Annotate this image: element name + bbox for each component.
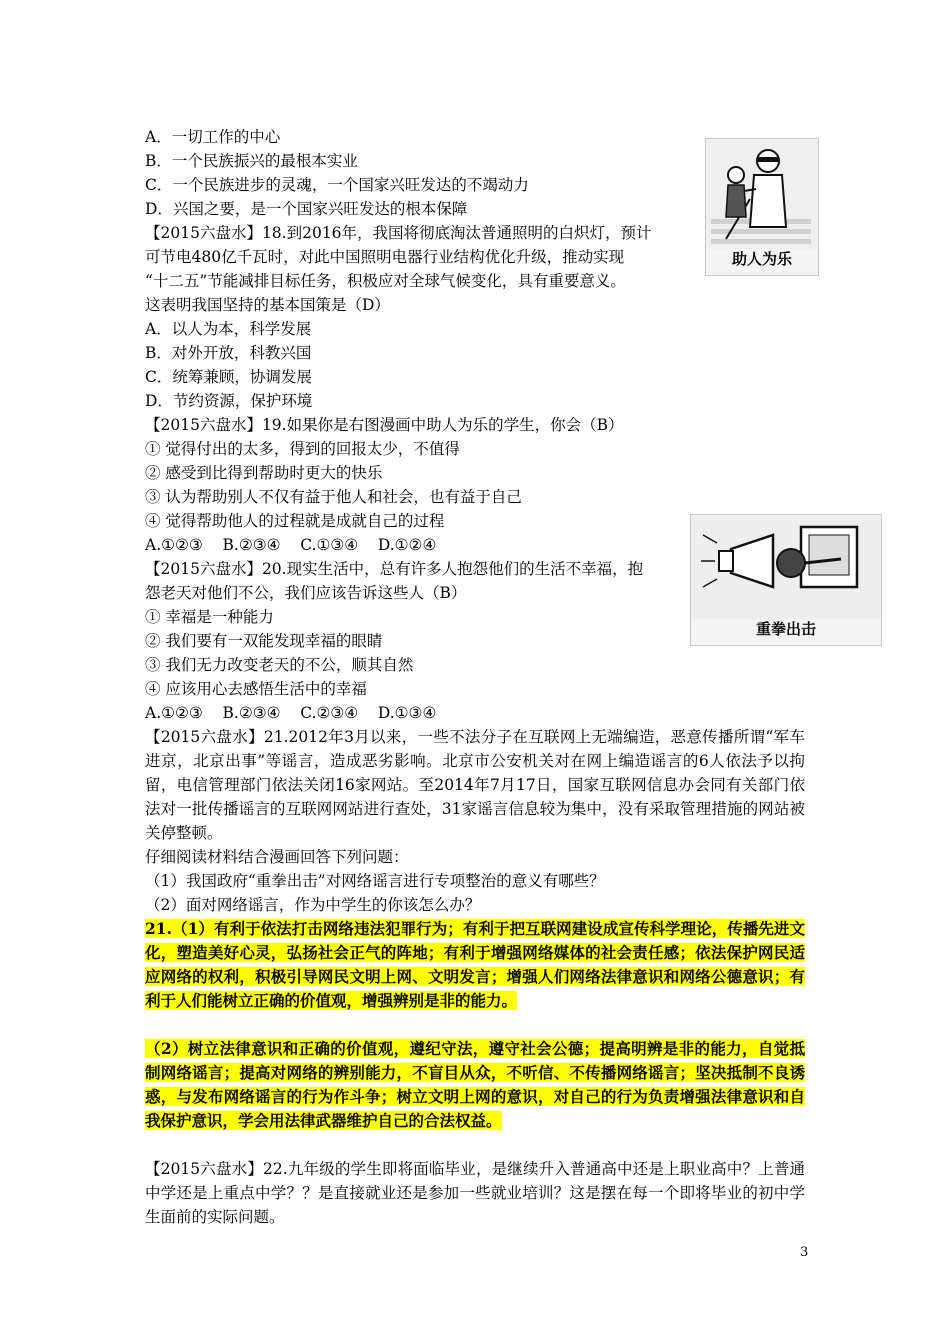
q21-material: 【2015六盘水】21.2012年3月以来，一些不法分子在互联网上无端编造，恶意传播所谓“军车进京，北京出事”等谣言，造成恶劣影响。北京市公安机关对在网上编造谣言的6人依法予以拘留，电信管理部门依法关闭16家网站。至2014年7月17日，国家互联网信息办会同有关部门依法对一批传播谣言的互联网网站进行查处，31家谣言信息较为集中，没有采取管理措施的网站被关停整顿。 bbox=[145, 728, 805, 842]
q20-choices: A.①②③ B.②③④ C.②③④ D.①③④ bbox=[145, 704, 437, 722]
q18-stem-line2: 可节电480亿千瓦时，对此中国照明电器行业结构优化升级，推动实现 bbox=[145, 248, 625, 266]
q22-stem: 【2015六盘水】22.九年级的学生即将面临毕业，是继续升入普通高中还是上职业高中？上普通中学还是上重点中学？？是直接就业还是参加一些就业培训？这是摆在每一个即将毕业的初中学生面前的实际问题。 bbox=[145, 1160, 805, 1226]
q17-option-d: D．兴国之要，是一个国家兴旺发达的根本保障 bbox=[145, 200, 468, 218]
q19-item-4: ④ 觉得帮助他人的过程就是成就自己的过程 bbox=[145, 512, 445, 530]
q20-stem-line1: 【2015六盘水】20.现实生活中，总有许多人抱怨他们的生活不幸福，抱 bbox=[145, 560, 644, 578]
q21-answer-2 bbox=[145, 1037, 805, 1133]
q20-item-4: ④ 应该用心去感悟生活中的幸福 bbox=[145, 680, 367, 698]
q17-option-c: C．一个民族进步的灵魂，一个国家兴旺发达的不竭动力 bbox=[145, 176, 529, 194]
q18-option-b: B．对外开放，科教兴国 bbox=[145, 344, 312, 362]
q19-stem: 【2015六盘水】19.如果你是右图漫画中助人为乐的学生，你会（B） bbox=[145, 416, 624, 434]
page-number: 3 bbox=[800, 1245, 809, 1260]
q17-option-a: A．一切工作的中心 bbox=[145, 128, 281, 146]
q18-stem-line1: 【2015六盘水】18.到2016年，我国将彻底淘汰普通照明的白炽灯，预计 bbox=[145, 224, 652, 242]
q19-item-1: ① 觉得付出的太多，得到的回报太少，不值得 bbox=[145, 440, 460, 458]
q19-choices: A.①②③ B.②③④ C.①③④ D.①②④ bbox=[145, 536, 437, 554]
q18-stem-line4: 这表明我国坚持的基本国策是（D） bbox=[145, 296, 390, 314]
helping-cartoon-caption: 助人为乐 bbox=[731, 250, 792, 268]
q18-option-c: C．统筹兼顾，协调发展 bbox=[145, 368, 312, 386]
q21-prompt: 仔细阅读材料结合漫画回答下列问题： bbox=[145, 848, 409, 866]
q19-item-3: ③ 认为帮助别人不仅有益于他人和社会，也有益于自己 bbox=[145, 488, 522, 506]
q19-item-2: ② 感受到比得到帮助时更大的快乐 bbox=[145, 464, 383, 482]
punch-cartoon-figure bbox=[690, 514, 882, 646]
q21-question-2: （2）面对网络谣言，作为中学生的你该怎么办？ bbox=[145, 896, 481, 914]
q20-item-2: ② 我们要有一双能发现幸福的眼睛 bbox=[145, 632, 383, 650]
q18-option-a: A．以人为本，科学发展 bbox=[145, 320, 312, 338]
q20-stem-line2: 怨老天对他们不公，我们应该告诉这些人（B） bbox=[145, 584, 467, 602]
q18-option-d: D．节约资源，保护环境 bbox=[145, 392, 313, 410]
helping-cartoon-figure bbox=[705, 138, 819, 276]
q21-answer-1 bbox=[145, 917, 805, 1013]
punch-cartoon-caption: 重拳出击 bbox=[755, 620, 816, 638]
helping-cartoon-image bbox=[706, 139, 818, 249]
q17-option-b: B．一个民族振兴的最根本实业 bbox=[145, 152, 358, 170]
q18-stem-line3: “十二五”节能减排目标任务，积极应对全球气候变化，具有重要意义。 bbox=[145, 272, 626, 290]
punch-cartoon-image bbox=[691, 515, 881, 619]
answer-highlight: 21.（1）有利于依法打击网络违法犯罪行为；有利于把互联网建设成宣传科学理论，传播先进文化，塑造美好心灵，弘扬社会正气的阵地；有利于增强网络媒体的社会责任感；依法保护网民适应网络的权利，积极引导网民文明上网、文明发言；增强人们网络法律意识和网络公德意识；有利于人们能树立正确的价值观，增强辨别是非的能力。 bbox=[145, 919, 805, 1010]
q20-item-1: ① 幸福是一种能力 bbox=[145, 608, 274, 626]
answer-highlight: （2）树立法律意识和正确的价值观，遵纪守法，遵守社会公德；提高明辨是非的能力，自觉抵制网络谣言；提高对网络的辨别能力，不盲目从众，不听信、不传播网络谣言；坚决抵制不良诱惑，与发布网络谣言的行为作斗争；树立文明上网的意识，对自己的行为负责增强法律意识和自我保护意识，学会用法律武器维护自己的合法权益。 bbox=[145, 1039, 805, 1130]
q20-item-3: ③ 我们无力改变老天的不公，顺其自然 bbox=[145, 656, 414, 674]
q21-question-1: （1）我国政府“重拳出击”对网络谣言进行专项整治的意义有哪些？ bbox=[145, 872, 605, 890]
